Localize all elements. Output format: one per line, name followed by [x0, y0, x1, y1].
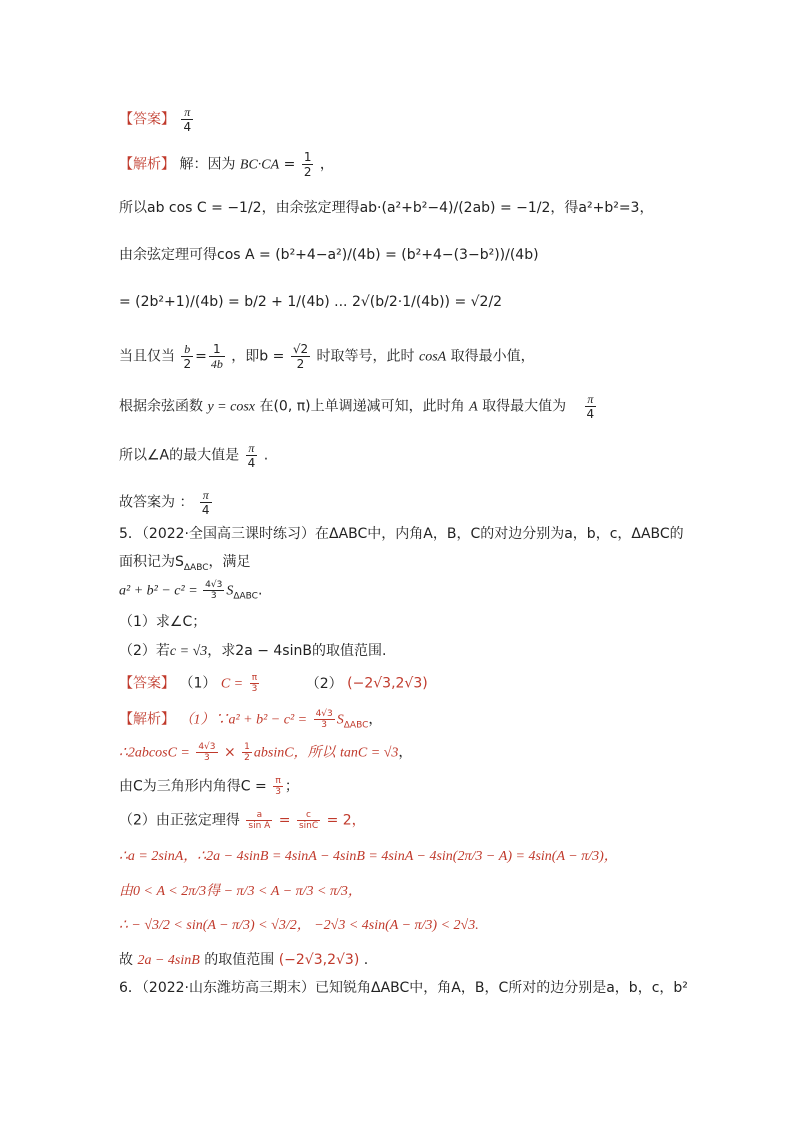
answer-label: 【答案】 [119, 111, 175, 128]
analysis5-line-3: 由C为三角形内角得C = $\frac{\pi}{3}$ ； [119, 776, 299, 797]
analysis5-line-6: 由0 < A < 2π/3得 − π/3 < A − π/3 < π/3， [119, 884, 362, 899]
analysis-line-5: 当且仅当 $\frac{b}{2}$ = $\frac{1}{4b}$ ，即b = $\frac{√2}{2}$ 时取等号，此时 cosA 取得最小值， [119, 342, 535, 371]
vector-product: BC·CA [239, 157, 280, 173]
answer5-line: 【答案】 （1） C = $\frac{\pi}{3}$ （2） (−2√3,2√3) [119, 673, 428, 694]
problem5-line-2: 面积记为$S_{\Delta ABC}$，满足 [119, 554, 251, 573]
analysis5-line-7: ∴ − √3/2 < sin(A − π/3) < √3/2， −2√3 < 4sin(A − π/3) < 2√3. [119, 918, 479, 933]
analysis-line-1: 【解析】 解：因为 BC·CA = $\frac{1}{2}$ ， [119, 150, 334, 179]
analysis5-line-8: 故 2a − 4sinB 的取值范围 (−2√3,2√3) . [119, 952, 369, 968]
analysis5-line-2: ∴2abcosC = $\frac{4√3}{3}$ × $\frac{1}{2}$ absinC，所以 tanC = √3， [119, 742, 413, 763]
analysis-line-4: = (2b²+1)/(4b) = b/2 + 1/(4b) ... 2√(b/2·1/(4b)) = √2/2 [119, 294, 503, 310]
analysis-line-8: 故答案为 ： $\frac{\pi}{4}$ [119, 488, 210, 517]
analysis5-line-1: 【解析】 （1）∵a² + b² − c² = $\frac{4√3}{3}$ $S_{\Delta ABC}$， [119, 709, 383, 731]
problem5-question-1: （1）求∠C； [119, 614, 207, 630]
analysis-line-2: 所以ab cos C = −1/2，由余弦定理得ab·(a²+b²−4)/(2ab) = −1/2，得a²+b²=3， [119, 200, 654, 216]
problem6-line-1: 6．（2022·山东潍坊高三期末）已知锐角ΔABC中，角A，B，C所对的边分别是a，b，c，b² [119, 980, 688, 996]
analysis5-line-4: （2）由正弦定理得 $\frac{a}{\text{sin A}}$ = $\frac{c}{\sin C}$ = 2， [119, 810, 366, 831]
analysis-line-3: 由余弦定理可得cos A = (b²+4−a²)/(4b) = (b²+4−(3−b²))/(4b) [119, 247, 539, 263]
problem5-line-1: 5．（2022·全国高三课时练习）在ΔABC中，内角A，B，C的对边分别为a，b，c，ΔABC的 [119, 526, 684, 542]
answer-fraction: $\frac{\pi}{4}$ [183, 105, 192, 134]
analysis5-line-5: ∴a = 2sinA，∴2a − 4sinB = 4sinA − 4sinB = 4sinA − 4sin(2π/3 − A) = 4sin(A − π/3)， [119, 849, 618, 864]
answer-line [119, 105, 195, 134]
problem5-question-2: （2）若c = √3，求2a − 4sinB的取值范围. [119, 643, 387, 659]
problem5-line-3: a² + b² − c² = $\frac{4√3}{3}$ $S_{\Delta ABC}$. [119, 580, 263, 602]
analysis-label: 【解析】 [119, 156, 175, 173]
analysis-line-7: 所以∠A的最大值是 $\frac{\pi}{4}$ . [119, 441, 269, 470]
analysis-line-6: 根据余弦函数 y = cosx 在(0, π)上单调递减可知，此时角 A 取得最大值为 $\frac{\pi}{4}$ [119, 392, 595, 421]
